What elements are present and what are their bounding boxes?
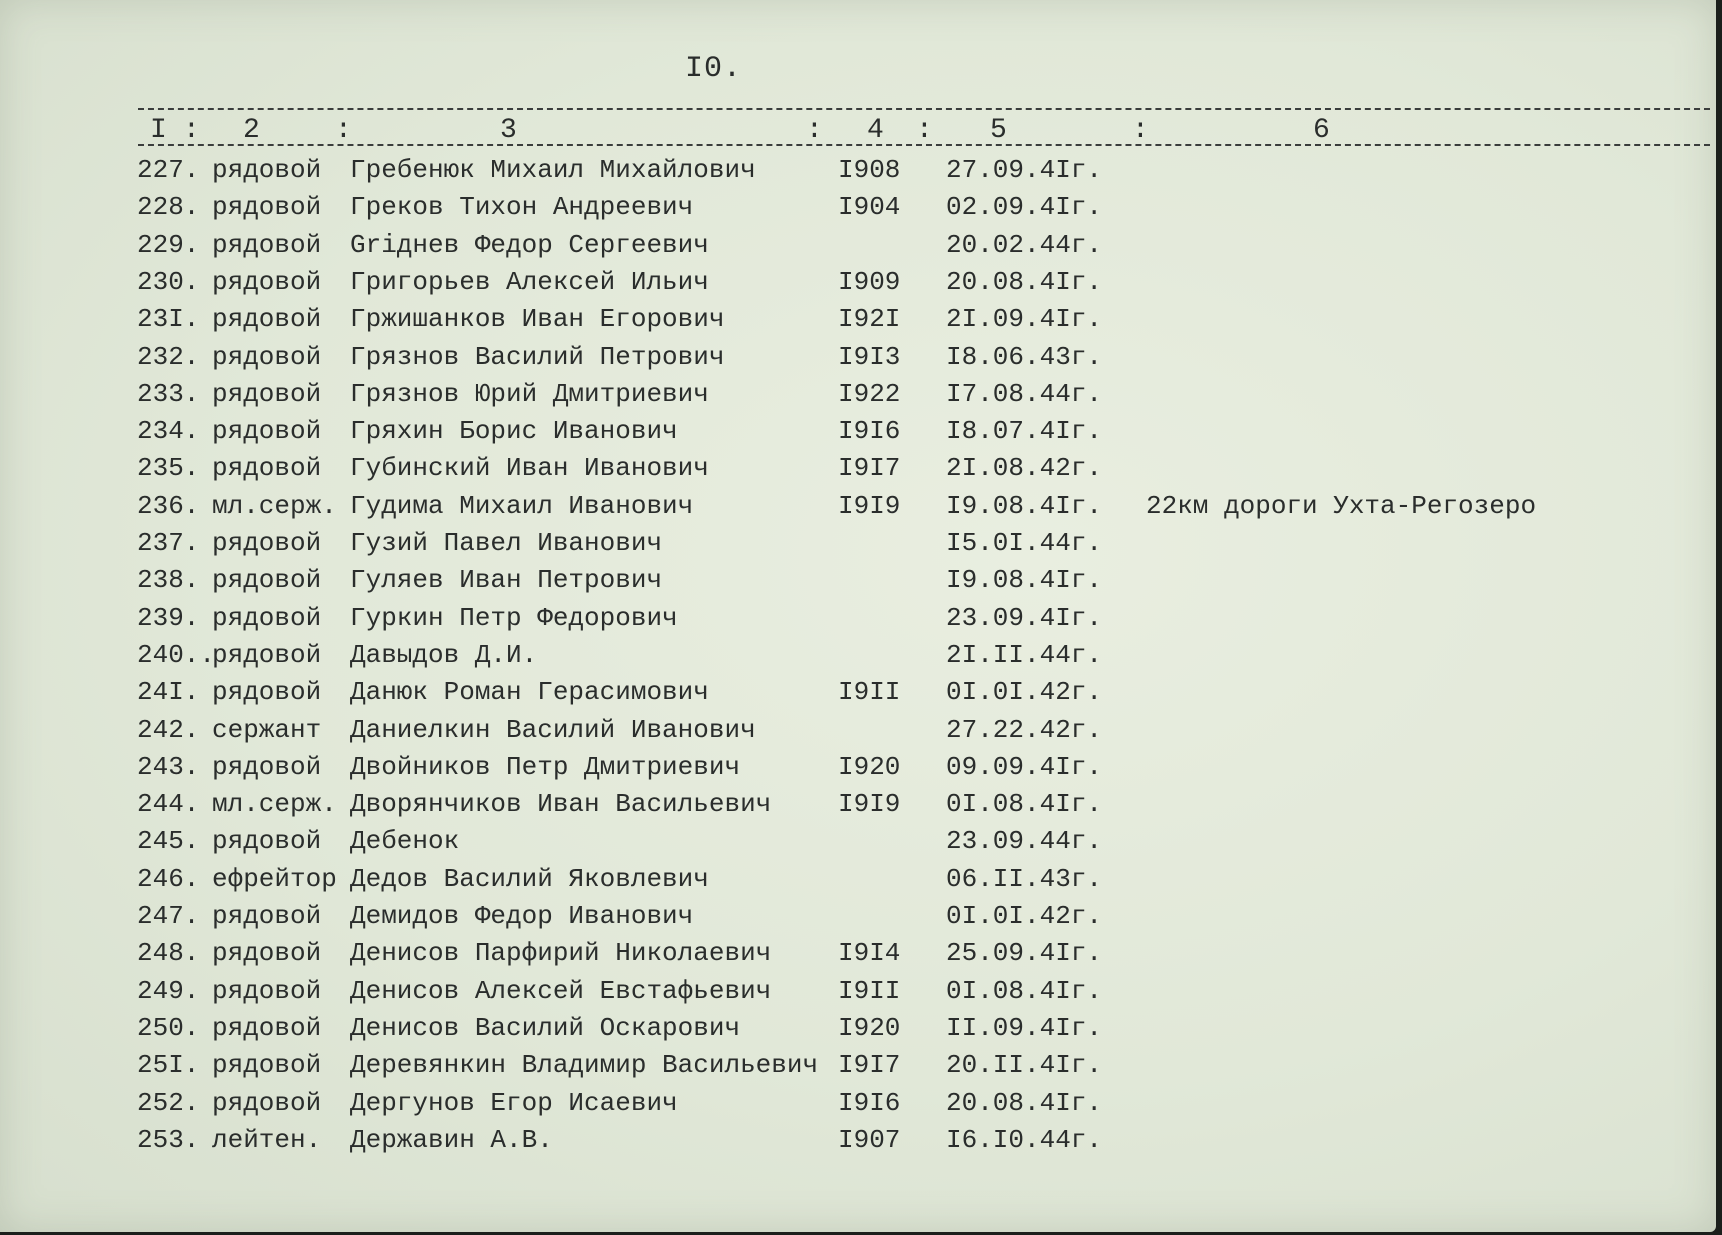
row-rank: рядовой <box>212 826 322 857</box>
row-rank: рядовой <box>212 751 322 782</box>
row-name: Даниелкин Василий Иванович <box>350 714 756 745</box>
table-row <box>0 973 1716 1009</box>
row-name: Гряхин Борис Иванович <box>350 416 678 447</box>
row-birth-year: I9I6 <box>838 416 901 447</box>
row-birth-year: I908 <box>838 155 901 185</box>
table-row <box>0 1047 1716 1083</box>
row-rank: рядовой <box>212 901 322 931</box>
row-birth-year: I920 <box>838 751 901 782</box>
row-rank: мл.серж. <box>212 789 337 820</box>
row-name: Грязнов Василий Петрович <box>350 341 725 372</box>
row-date: 09.09.4Iг. <box>946 751 1103 782</box>
row-name: Деревянкин Владимир Васильевич <box>350 1050 819 1081</box>
row-date: 23.09.4Iг. <box>946 602 1103 633</box>
row-rank: рядовой <box>212 1050 322 1081</box>
table-row <box>0 376 1716 412</box>
row-date: 0I.0I.42г. <box>946 901 1103 931</box>
row-rank: рядовой <box>212 155 322 185</box>
row-name: Грязнов Юрий Дмитриевич <box>350 378 709 409</box>
row-number: 239. <box>137 602 200 633</box>
row-name: Державин А.В. <box>350 1124 553 1155</box>
row-rank: рядовой <box>212 341 322 372</box>
row-rank: рядовой <box>212 639 322 670</box>
row-date: 06.II.43г. <box>946 863 1103 894</box>
row-birth-year: I9I6 <box>838 1087 901 1118</box>
row-rank: рядовой <box>212 378 322 409</box>
row-number: 248. <box>137 938 200 969</box>
row-birth-year: I909 <box>838 266 901 297</box>
table-row <box>0 600 1716 636</box>
row-rank: рядовой <box>212 565 322 596</box>
row-name: Гржишанков Иван Егорович <box>350 304 725 335</box>
table-row <box>0 674 1716 710</box>
row-number: 237. <box>137 528 200 558</box>
row-name: Григорьев Алексей Ильич <box>350 266 709 297</box>
row-rank: рядовой <box>212 1087 322 1118</box>
row-date: 0I.0I.42г. <box>946 677 1103 708</box>
table-row <box>0 413 1716 449</box>
row-number: 228. <box>137 192 200 223</box>
table-row <box>0 1085 1716 1121</box>
row-date: 27.22.42г. <box>946 714 1103 745</box>
row-birth-year: I920 <box>838 1012 901 1043</box>
column-separator: : <box>916 115 933 146</box>
row-number: 229. <box>137 229 200 260</box>
row-date: I9.08.4Iг. <box>946 490 1103 521</box>
row-rank: рядовой <box>212 416 322 447</box>
column-header-4: 4 <box>867 115 884 146</box>
row-name: Давыдов Д.И. <box>350 639 538 670</box>
row-number: 234. <box>137 416 200 447</box>
table-row <box>0 1010 1716 1046</box>
table-row <box>0 637 1716 673</box>
row-birth-year: I9I7 <box>838 453 901 484</box>
row-number: 23I. <box>137 304 200 335</box>
table-row <box>0 1122 1716 1158</box>
table-row <box>0 301 1716 337</box>
row-name: Демидов Федор Иванович <box>350 901 694 931</box>
row-number: 24I. <box>137 677 200 708</box>
table-row <box>0 339 1716 375</box>
row-note: 22км дороги Ухта-Регозеро <box>1146 490 1537 521</box>
row-rank: рядовой <box>212 677 322 708</box>
row-number: 245. <box>137 826 200 857</box>
row-date: 2I.08.42г. <box>946 453 1103 484</box>
row-rank: рядовой <box>212 528 322 558</box>
row-number: 236. <box>137 490 200 521</box>
row-name: Дергунов Егор Исаевич <box>350 1087 678 1118</box>
row-birth-year: I922 <box>838 378 901 409</box>
table-row <box>0 749 1716 785</box>
row-date: 0I.08.4Iг. <box>946 789 1103 820</box>
table-row <box>0 898 1716 934</box>
table-row <box>0 152 1716 188</box>
row-name: Дворянчиков Иван Васильевич <box>350 789 772 820</box>
row-date: I6.I0.44г. <box>946 1124 1103 1155</box>
row-name: Греков Тихон Андреевич <box>350 192 694 223</box>
row-name: Денисов Парфирий Николаевич <box>350 938 772 969</box>
page-number: I0. <box>685 52 743 86</box>
row-rank: рядовой <box>212 602 322 633</box>
table-row <box>0 227 1716 263</box>
table-row <box>0 525 1716 561</box>
row-birth-year: I9I4 <box>838 938 901 969</box>
row-date: 0I.08.4Iг. <box>946 975 1103 1006</box>
row-name: Губинский Иван Иванович <box>350 453 709 484</box>
row-birth-year: I9I3 <box>838 341 901 372</box>
column-header-2: 2 <box>243 115 260 146</box>
row-rank: рядовой <box>212 192 322 223</box>
row-number: 235. <box>137 453 200 484</box>
row-rank: рядовой <box>212 1012 322 1043</box>
row-date: 20.02.44г. <box>946 229 1103 260</box>
row-number: 253. <box>137 1124 200 1155</box>
row-name: Данюк Роман Герасимович <box>350 677 709 708</box>
table-row <box>0 935 1716 971</box>
row-birth-year: I904 <box>838 192 901 223</box>
row-number: 227. <box>137 155 200 185</box>
row-birth-year: I9I9 <box>838 789 901 820</box>
row-name: Гуляев Иван Петрович <box>350 565 663 596</box>
row-name: Дедов Василий Яковлевич <box>350 863 709 894</box>
column-header-5: 5 <box>990 115 1007 146</box>
row-name: Денисов Василий Оскарович <box>350 1012 741 1043</box>
table-row <box>0 488 1716 524</box>
row-number: 242. <box>137 714 200 745</box>
row-number: 232. <box>137 341 200 372</box>
row-date: I8.07.4Iг. <box>946 416 1103 447</box>
row-date: 2I.II.44г. <box>946 639 1103 670</box>
column-header-1: I <box>150 115 167 146</box>
header-top-rule <box>138 108 1710 110</box>
row-name: Гудима Михаил Иванович <box>350 490 694 521</box>
table-row <box>0 786 1716 822</box>
row-rank: рядовой <box>212 266 322 297</box>
row-rank: мл.серж. <box>212 490 337 521</box>
table-row <box>0 712 1716 748</box>
row-date: 20.II.4Iг. <box>946 1050 1103 1081</box>
table-row <box>0 823 1716 859</box>
row-birth-year: I907 <box>838 1124 901 1155</box>
table-row <box>0 562 1716 598</box>
row-number: 246. <box>137 863 200 894</box>
row-date: I5.0I.44г. <box>946 528 1103 558</box>
row-number: 25I. <box>137 1050 200 1081</box>
row-rank: сержант <box>212 714 322 745</box>
row-rank: рядовой <box>212 453 322 484</box>
row-name: Griднев Федор Сергеевич <box>350 229 709 260</box>
column-header-3: 3 <box>500 115 517 146</box>
row-birth-year: I9I9 <box>838 490 901 521</box>
row-rank: лейтен. <box>212 1124 322 1155</box>
table-row <box>0 264 1716 300</box>
row-date: I8.06.43г. <box>946 341 1103 372</box>
row-name: Двойников Петр Дмитриевич <box>350 751 741 782</box>
row-name: Гребенюк Михаил Михайлович <box>350 155 756 185</box>
row-number: 244. <box>137 789 200 820</box>
row-birth-year: I9I7 <box>838 1050 901 1081</box>
row-date: 23.09.44г. <box>946 826 1103 857</box>
row-number: 250. <box>137 1012 200 1043</box>
row-date: I7.08.44г. <box>946 378 1103 409</box>
row-number: 240.. <box>137 639 216 670</box>
row-number: 249. <box>137 975 200 1006</box>
table-row <box>0 450 1716 486</box>
row-number: 243. <box>137 751 200 782</box>
row-rank: ефрейтор <box>212 863 337 894</box>
column-separator: : <box>335 115 352 146</box>
row-date: 20.08.4Iг. <box>946 1087 1103 1118</box>
table-row <box>0 189 1716 225</box>
row-birth-year: I92I <box>838 304 901 335</box>
table-row <box>0 861 1716 897</box>
column-separator: : <box>806 115 823 146</box>
header-bottom-rule <box>138 144 1710 146</box>
row-rank: рядовой <box>212 938 322 969</box>
row-name: Денисов Алексей Евстафьевич <box>350 975 772 1006</box>
row-birth-year: I9II <box>838 975 901 1006</box>
row-date: 02.09.4Iг. <box>946 192 1103 223</box>
row-number: 252. <box>137 1087 200 1118</box>
row-date: II.09.4Iг. <box>946 1012 1103 1043</box>
row-number: 238. <box>137 565 200 596</box>
row-number: 233. <box>137 378 200 409</box>
row-birth-year: I9II <box>838 677 901 708</box>
row-number: 230. <box>137 266 200 297</box>
row-rank: рядовой <box>212 975 322 1006</box>
column-header-6: 6 <box>1313 115 1330 146</box>
row-number: 247. <box>137 901 200 931</box>
row-rank: рядовой <box>212 304 322 335</box>
column-separator: : <box>1132 115 1149 146</box>
row-date: 20.08.4Iг. <box>946 266 1103 297</box>
row-name: Гузий Павел Иванович <box>350 528 663 558</box>
row-rank: рядовой <box>212 229 322 260</box>
row-name: Дебенок <box>350 826 460 857</box>
row-date: 27.09.4Iг. <box>946 155 1103 185</box>
row-date: I9.08.4Iг. <box>946 565 1103 596</box>
row-name: Гуркин Петр Федорович <box>350 602 678 633</box>
row-date: 25.09.4Iг. <box>946 938 1103 969</box>
row-date: 2I.09.4Iг. <box>946 304 1103 335</box>
column-separator: : <box>183 115 200 146</box>
